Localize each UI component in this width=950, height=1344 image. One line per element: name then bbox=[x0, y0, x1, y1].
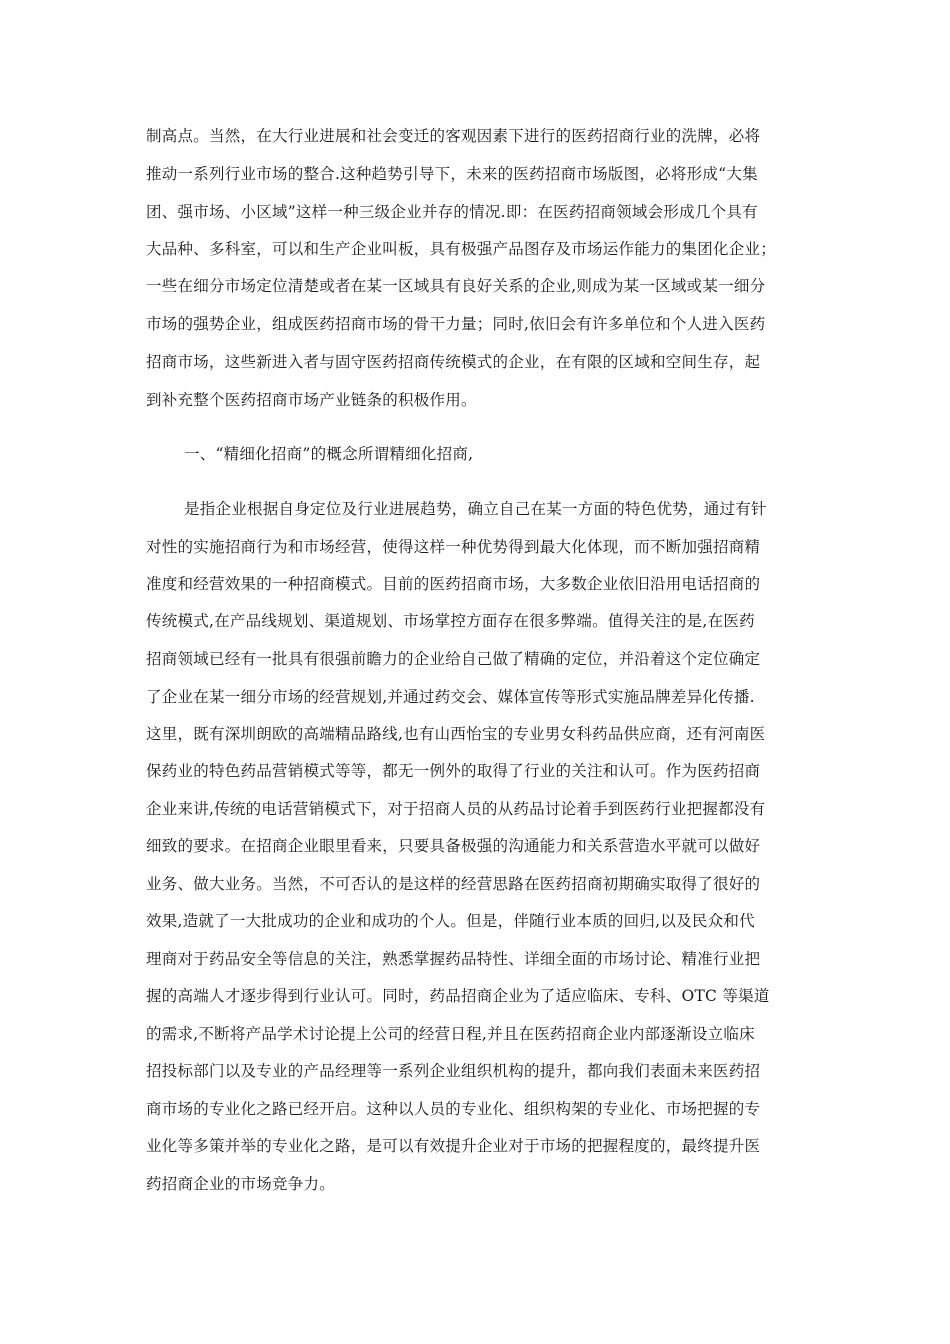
text-line: 细致的要求。在招商企业眼里看来，只要具备极强的沟通能力和关系营造水平就可以做好 bbox=[146, 837, 761, 855]
section-heading: 一、“精细化招商”的概念所谓精细化招商, bbox=[184, 445, 474, 463]
text-line: 这里，既有深圳朗欧的高端精品路线,也有山西怡宝的专业男女科药品供应商，还有河南医 bbox=[146, 725, 766, 743]
text-line: 招投标部门以及专业的产品经理等一系列企业组织机构的提升，都向我们表面未来医药招 bbox=[146, 1062, 761, 1080]
text-line: 业化等多策并举的专业化之路，是可以有效提升企业对于市场的把握程度的，最终提升医 bbox=[146, 1137, 761, 1155]
text-line: 对性的实施招商行为和市场经营，使得这样一种优势得到最大化体现，而不断加强招商精 bbox=[146, 538, 761, 556]
text-line: 市场的强势企业，组成医药招商市场的骨干力量；同时,依旧会有许多单位和个人进入医药 bbox=[146, 315, 766, 333]
text-line: 企业来讲,传统的电话营销模式下，对于招商人员的从药品讨论着手到医药行业把握都没有 bbox=[146, 800, 766, 818]
text-line: 商市场的专业化之路已经开启。这种以人员的专业化、组织构架的专业化、市场把握的专 bbox=[146, 1100, 761, 1118]
text-line: 到补充整个医药招商市场产业链条的积极作用。 bbox=[146, 391, 477, 409]
text-line: 招商领域已经有一批具有很强前瞻力的企业给自己做了精确的定位，并沿着这个定位确定 bbox=[146, 650, 761, 668]
text-line: 了企业在某一细分市场的经营规划,并通过药交会、媒体宣传等形式实施品牌差异化传播. bbox=[146, 688, 755, 706]
text-line: 握的高端人才逐步得到行业认可。同时，药品招商企业为了适应临床、专科、OTC 等渠道 bbox=[146, 987, 770, 1005]
text-line: 大品种、多科室，可以和生产企业叫板，具有极强产品图存及市场运作能力的集团化企业； bbox=[146, 240, 777, 258]
text-line: 理商对于药品安全等信息的关注，熟悉掌握药品特性、详细全面的市场讨论、精准行业把 bbox=[146, 950, 761, 968]
text-line: 药招商企业的市场竞争力。 bbox=[146, 1175, 336, 1193]
text-line: 是指企业根据自身定位及行业进展趋势，确立自己在某一方面的特色优势，通过有针 bbox=[184, 500, 767, 518]
text-line: 团、强市场、小区域”这样一种三级企业并存的情况.即：在医药招商领域会形成几个具有 bbox=[146, 203, 758, 221]
text-line: 效果,造就了一大批成功的企业和成功的个人。但是，伴随行业本质的回归,以及民众和代 bbox=[146, 912, 755, 930]
text-line: 业务、做大业务。当然，不可否认的是这样的经营思路在医药招商初期确实取得了很好的 bbox=[146, 875, 761, 893]
text-line: 招商市场，这些新进入者与固守医药招商传统模式的企业，在有限的区域和空间生存，起 bbox=[146, 353, 761, 371]
text-line: 推动一系列行业市场的整合.这种趋势引导下，未来的医药招商市场版图，必将形成“大集 bbox=[146, 165, 758, 183]
text-line: 传统模式,在产品线规划、渠道规划、市场掌控方面存在很多弊端。值得关注的是,在医药 bbox=[146, 612, 755, 630]
text-line: 准度和经营效果的一种招商模式。目前的医药招商市场，大多数企业依旧沿用电话招商的 bbox=[146, 575, 761, 593]
text-line: 的需求,不断将产品学术讨论提上公司的经营日程,并且在医药招商企业内部逐渐设立临床 bbox=[146, 1025, 755, 1043]
text-line: 一些在细分市场定位清楚或者在某一区域具有良好关系的企业,则成为某一区域或某一细分 bbox=[146, 277, 766, 295]
text-line: 制高点。当然，在大行业进展和社会变迁的客观因素下进行的医药招商行业的洗牌，必将 bbox=[146, 127, 761, 145]
text-line: 保药业的特色药品营销模式等等，都无一例外的取得了行业的关注和认可。作为医药招商 bbox=[146, 762, 761, 780]
